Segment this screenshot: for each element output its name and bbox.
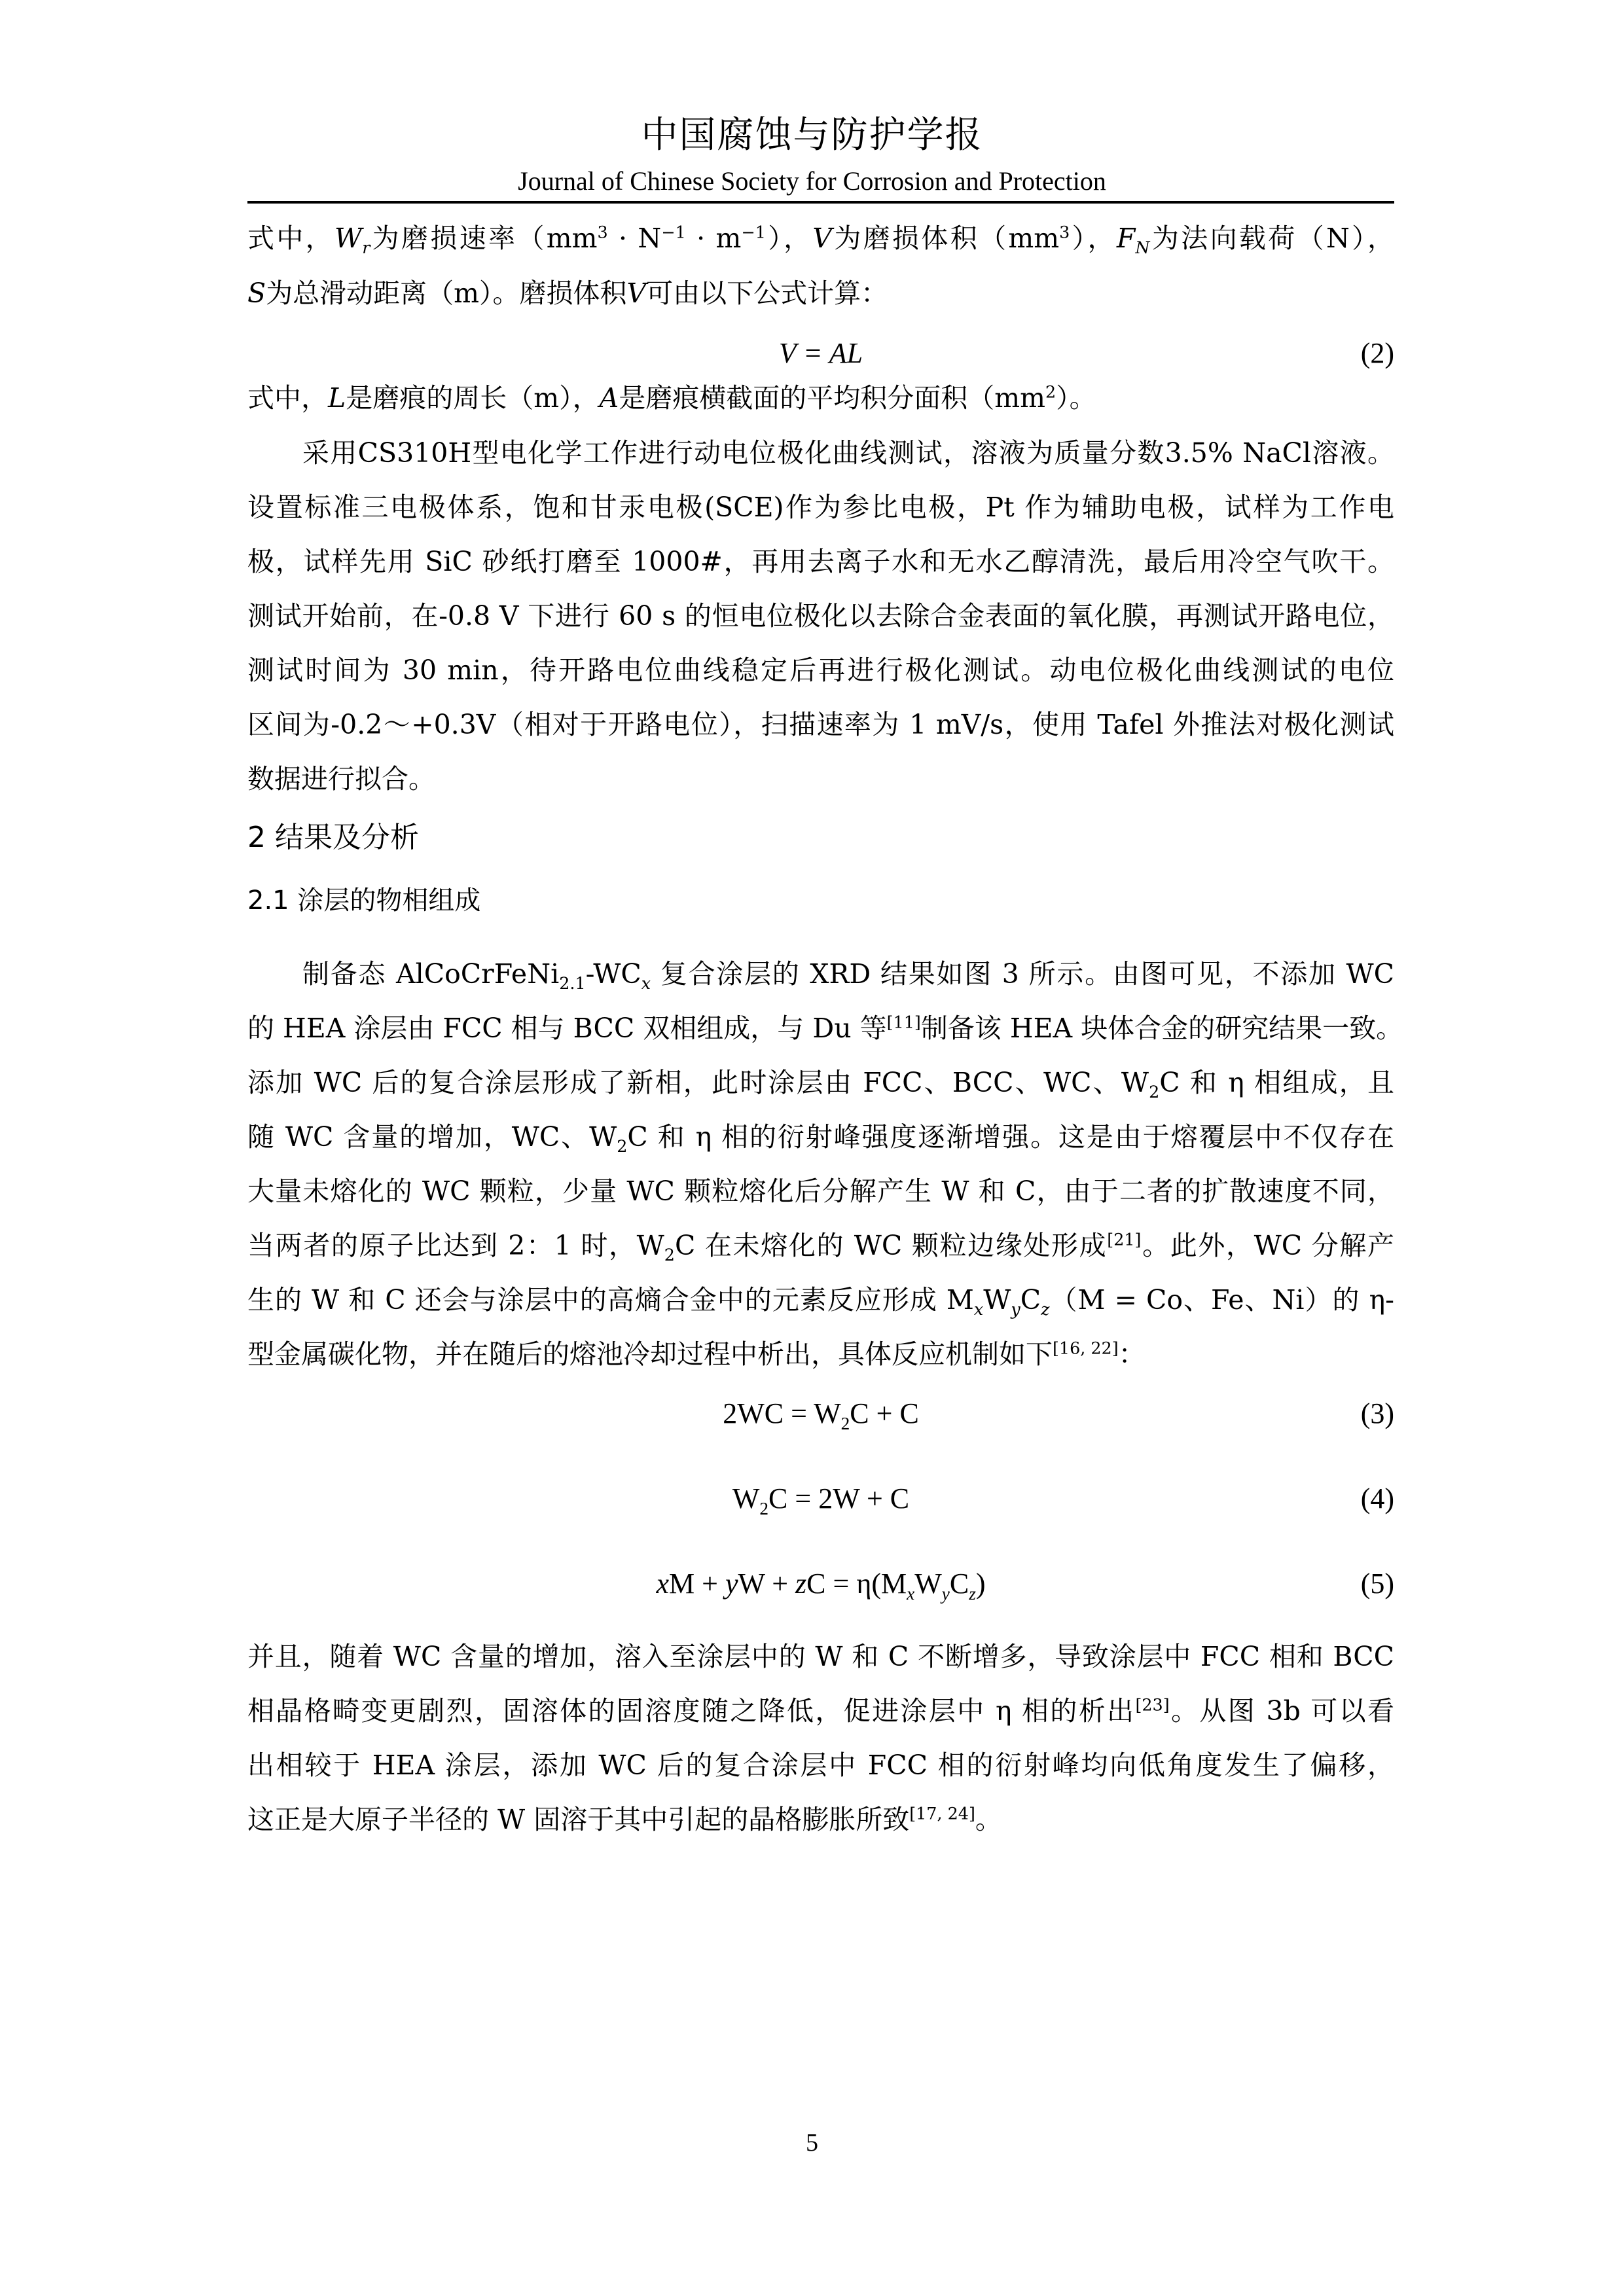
text-line: 添加 WC 后的复合涂层形成了新相，此时涂层由 FCC、BCC、WC、$W_2C$ 和 η 相组成，且 xyxy=(247,1067,1394,1102)
equation-expression: V = AL xyxy=(778,337,863,369)
text-line: 出相较于 HEA 涂层，添加 WC 后的复合涂层中 FCC 相的衍射峰均向低角度发生了偏移， xyxy=(247,1749,1394,1781)
text-line: S为总滑动距离（m）。磨损体积V可由以下公式计算： xyxy=(247,278,888,309)
text-line: 数据进行拟合。 xyxy=(247,763,435,795)
text-line: 生的 W 和 C 还会与涂层中的高熵合金中的元素反应形成 $M_xW_yC_z(M = Co$、Fe、Ni）的 η- xyxy=(247,1284,1394,1319)
equation-expression: $W_2C = 2W + C$ xyxy=(732,1482,910,1518)
text-line: 极，试样先用 SiC 砂纸打磨至 1000#，再用去离子水和无水乙醇清洗，最后用冷空气吹干。 xyxy=(247,546,1394,577)
text-line: 相晶格畸变更剧烈，固溶体的固溶度随之降低，促进涂层中 η 相的析出[23]。从图 3b 可以看 xyxy=(247,1695,1394,1727)
equation-number: (4) xyxy=(1360,1482,1394,1515)
text-line: 大量未熔化的 WC 颗粒，少量 WC 颗粒熔化后分解产生 W 和 C，由于二者的扩散速度不同， xyxy=(247,1175,1394,1207)
section-heading: 2 结果及分析 xyxy=(247,821,419,854)
equation-expression: $2WC = W_2C + C$ xyxy=(723,1397,919,1433)
page-number: 5 xyxy=(806,2129,818,2157)
equation-number: (3) xyxy=(1360,1397,1394,1429)
header-rule xyxy=(247,201,1394,204)
text-line: 型金属碳化物，并在随后的熔池冷却过程中析出，具体反应机制如下[16, 22]： xyxy=(247,1338,1146,1370)
text-line: 设置标准三电极体系，饱和甘汞电极(SCE)作为参比电极，Pt 作为辅助电极，试样为工作电 xyxy=(247,492,1394,523)
text-line: 的 HEA 涂层由 FCC 相与 BCC 双相组成，与 Du 等[11]制备该 HEA 块体合金的研究结果一致。 xyxy=(247,1012,1403,1044)
equation-number: (5) xyxy=(1360,1568,1394,1600)
text-line: 制备态 $AlCoCrFeNi_{2.1}-WC_x$ 复合涂层的 XRD 结果如图 3 所示。由图可见，不添加 WC xyxy=(302,958,1394,994)
text-line: 当两者的原子比达到 2：1 时，$W_2C$ 在未熔化的 WC 颗粒边缘处形成[21]。此外，WC 分解产 xyxy=(247,1229,1394,1265)
text-line: 区间为-0.2～+0.3V（相对于开路电位），扫描速率为 1 mV/s，使用 Tafel 外推法对极化测试 xyxy=(247,709,1394,740)
text-line: 随 WC 含量的增加，WC、$W_2C$ 和 η 相的衍射峰强度逐渐增强。这是由于熔覆层中不仅存在 xyxy=(247,1121,1394,1157)
journal-title-cn: 中国腐蚀与防护学报 xyxy=(641,114,983,156)
journal-title-en: Journal of Chinese Society for Corrosion and Protection xyxy=(518,166,1106,196)
equation-number: (2) xyxy=(1360,337,1394,369)
text-line: 采用CS310H型电化学工作进行动电位极化曲线测试，溶液为质量分数3.5% NaCl溶液。 xyxy=(302,437,1394,469)
text-line: 式中，$W_r$为磨损速率$(mm^3 \cdot N^{-1} \cdot m^{-1})$，V为磨损体积$(mm^3)$，$F_N$为法向载荷（N）， xyxy=(247,222,1395,258)
subsection-heading: 2.1 涂层的物相组成 xyxy=(247,886,481,916)
text-line: 这正是大原子半径的 W 固溶于其中引起的晶格膨胀所致[17, 24]。 xyxy=(247,1803,1002,1835)
text-line: 并且，随着 WC 含量的增加，溶入至涂层中的 W 和 C 不断增多，导致涂层中 FCC 相和 BCC xyxy=(247,1641,1394,1672)
text-line: 测试开始前，在-0.8 V 下进行 60 s 的恒电位极化以去除合金表面的氧化膜，再测试开路电位， xyxy=(247,600,1394,632)
text-line: 测试时间为 30 min，待开路电位曲线稳定后再进行极化测试。动电位极化曲线测试的电位 xyxy=(247,655,1394,686)
equation-expression: xM + yW + zC = $\eta(M_xW_yC_z)$ xyxy=(656,1568,986,1604)
text-line: 式中，L是磨痕的周长（m），A是磨痕横截面的平均积分面积$(mm^2)$。 xyxy=(247,382,1096,414)
